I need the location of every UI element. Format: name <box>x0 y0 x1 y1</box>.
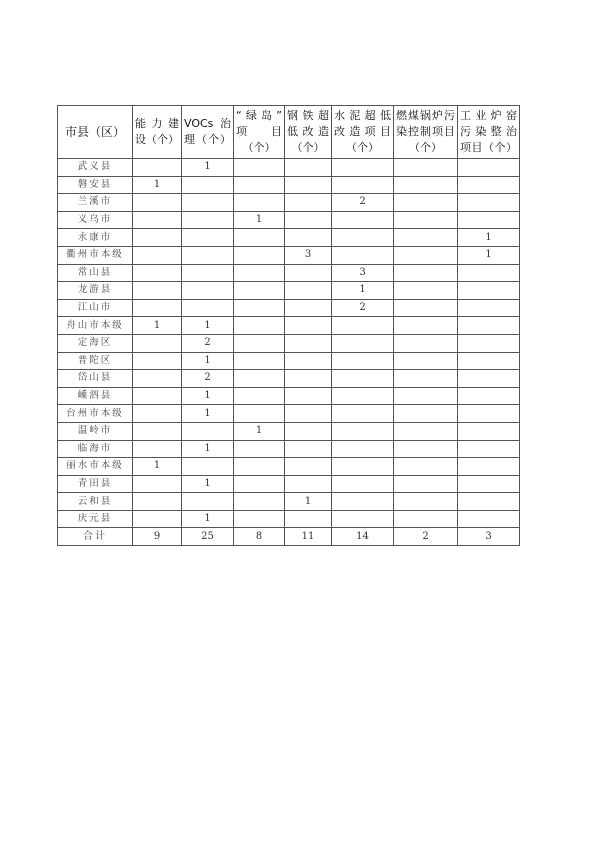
count-cell <box>394 211 458 229</box>
count-cell <box>133 211 182 229</box>
count-cell <box>394 317 458 335</box>
count-cell <box>285 317 332 335</box>
count-cell <box>285 422 332 440</box>
count-cell <box>458 334 520 352</box>
count-cell <box>332 370 394 388</box>
total-cell: 11 <box>285 528 332 546</box>
header-line: 能力建 <box>135 117 179 130</box>
count-cell: 1 <box>332 282 394 300</box>
count-cell <box>133 282 182 300</box>
column-header-4 <box>285 106 332 159</box>
count-cell <box>182 458 234 476</box>
count-cell <box>394 176 458 194</box>
count-cell <box>133 194 182 212</box>
count-cell <box>332 229 394 247</box>
count-cell <box>332 317 394 335</box>
count-cell <box>234 334 285 352</box>
region-name-cell: 庆元县 <box>58 510 133 528</box>
count-cell <box>458 194 520 212</box>
count-cell <box>332 211 394 229</box>
count-cell <box>133 334 182 352</box>
table-row <box>58 493 520 511</box>
count-cell: 1 <box>285 493 332 511</box>
count-cell: 1 <box>458 246 520 264</box>
count-cell <box>234 299 285 317</box>
header-line: “绿岛” <box>236 109 282 122</box>
header-row <box>58 106 520 159</box>
count-cell <box>394 352 458 370</box>
count-cell: 1 <box>182 352 234 370</box>
header-line: 项 目 <box>236 125 282 138</box>
count-cell <box>133 493 182 511</box>
count-cell <box>133 246 182 264</box>
count-cell <box>285 159 332 177</box>
count-cell <box>394 299 458 317</box>
count-cell <box>285 510 332 528</box>
count-cell <box>332 387 394 405</box>
count-cell <box>133 405 182 423</box>
count-cell <box>234 194 285 212</box>
count-cell <box>458 370 520 388</box>
count-cell <box>234 176 285 194</box>
region-name-cell: 温岭市 <box>58 422 133 440</box>
count-cell <box>394 264 458 282</box>
table-row <box>58 440 520 458</box>
header-line: （个） <box>291 141 325 154</box>
table-row <box>58 370 520 388</box>
project-statistics-table <box>57 105 520 546</box>
count-cell <box>332 159 394 177</box>
count-cell <box>285 194 332 212</box>
header-line: 钢铁超 <box>287 109 329 122</box>
count-cell <box>394 493 458 511</box>
count-cell <box>234 370 285 388</box>
count-cell: 1 <box>234 211 285 229</box>
table-row <box>58 299 520 317</box>
count-cell: 1 <box>182 405 234 423</box>
count-cell <box>234 405 285 423</box>
region-name-cell: 丽水市本级 <box>58 458 133 476</box>
header-line: 染控制项目 <box>396 125 455 138</box>
count-cell <box>394 282 458 300</box>
count-cell <box>394 334 458 352</box>
header-line: 污染整治 <box>460 125 517 138</box>
count-cell <box>458 264 520 282</box>
region-name-cell: 龙游县 <box>58 282 133 300</box>
count-cell <box>234 246 285 264</box>
header-line: VOCs 治 <box>184 117 231 130</box>
count-cell <box>285 458 332 476</box>
total-cell: 14 <box>332 528 394 546</box>
count-cell <box>394 194 458 212</box>
count-cell <box>394 370 458 388</box>
region-name-cell: 义乌市 <box>58 211 133 229</box>
table-row <box>58 405 520 423</box>
count-cell <box>394 422 458 440</box>
count-cell <box>182 282 234 300</box>
count-cell: 1 <box>182 387 234 405</box>
count-cell <box>332 334 394 352</box>
count-cell <box>234 159 285 177</box>
region-name-cell: 定海区 <box>58 334 133 352</box>
header-line: 低改造 <box>287 125 329 138</box>
total-cell: 25 <box>182 528 234 546</box>
count-cell <box>332 352 394 370</box>
count-cell <box>182 299 234 317</box>
count-cell <box>234 440 285 458</box>
header-line: （个） <box>242 141 276 154</box>
count-cell <box>458 211 520 229</box>
count-cell <box>332 405 394 423</box>
count-cell <box>332 246 394 264</box>
total-cell: 9 <box>133 528 182 546</box>
count-cell <box>332 176 394 194</box>
count-cell: 1 <box>182 159 234 177</box>
table-row <box>58 211 520 229</box>
count-cell <box>234 510 285 528</box>
count-cell <box>285 475 332 493</box>
count-cell <box>285 264 332 282</box>
count-cell <box>133 229 182 247</box>
count-cell <box>332 440 394 458</box>
count-cell <box>234 282 285 300</box>
count-cell <box>458 317 520 335</box>
count-cell <box>394 229 458 247</box>
count-cell <box>394 475 458 493</box>
count-cell <box>234 264 285 282</box>
count-cell <box>394 510 458 528</box>
header-line: 项目（个） <box>460 141 517 154</box>
count-cell <box>458 176 520 194</box>
region-name-cell: 江山市 <box>58 299 133 317</box>
header-line: 理（个） <box>184 133 231 146</box>
count-cell <box>394 405 458 423</box>
count-cell: 1 <box>182 317 234 335</box>
table-row <box>58 458 520 476</box>
column-header-5 <box>332 106 394 159</box>
count-cell <box>332 458 394 476</box>
count-cell <box>133 264 182 282</box>
table-row <box>58 387 520 405</box>
count-cell: 1 <box>234 422 285 440</box>
column-header-6 <box>394 106 458 159</box>
count-cell <box>458 405 520 423</box>
count-cell: 1 <box>182 440 234 458</box>
column-header-3 <box>234 106 285 159</box>
count-cell <box>394 458 458 476</box>
region-name-cell: 普陀区 <box>58 352 133 370</box>
count-cell <box>133 352 182 370</box>
header-line: （个） <box>409 141 442 154</box>
table-row <box>58 510 520 528</box>
count-cell <box>234 493 285 511</box>
region-name-cell: 临海市 <box>58 440 133 458</box>
count-cell: 2 <box>332 194 394 212</box>
table-row <box>58 194 520 212</box>
count-cell <box>182 264 234 282</box>
region-name-cell: 常山县 <box>58 264 133 282</box>
region-name-cell: 云和县 <box>58 493 133 511</box>
count-cell <box>234 458 285 476</box>
count-cell <box>285 229 332 247</box>
count-cell <box>285 405 332 423</box>
count-cell <box>332 510 394 528</box>
table-row <box>58 352 520 370</box>
region-name-cell: 舟山市本级 <box>58 317 133 335</box>
table-row <box>58 334 520 352</box>
count-cell <box>182 422 234 440</box>
count-cell <box>133 475 182 493</box>
count-cell <box>234 317 285 335</box>
header-line: 燃煤锅炉污 <box>396 109 455 122</box>
count-cell: 3 <box>332 264 394 282</box>
total-cell: 2 <box>394 528 458 546</box>
count-cell <box>285 440 332 458</box>
table-row <box>58 264 520 282</box>
count-cell <box>458 159 520 177</box>
table-row <box>58 176 520 194</box>
region-name-cell: 青田县 <box>58 475 133 493</box>
count-cell <box>285 387 332 405</box>
table-row <box>58 475 520 493</box>
total-row <box>58 528 520 546</box>
count-cell: 1 <box>182 475 234 493</box>
column-header-region <box>58 106 133 159</box>
table-row <box>58 317 520 335</box>
count-cell <box>285 282 332 300</box>
count-cell <box>458 458 520 476</box>
table-body <box>58 159 520 546</box>
count-cell <box>285 211 332 229</box>
count-cell <box>332 422 394 440</box>
count-cell <box>133 440 182 458</box>
count-cell <box>133 387 182 405</box>
count-cell: 2 <box>182 334 234 352</box>
table-row <box>58 159 520 177</box>
count-cell <box>458 282 520 300</box>
table-row <box>58 282 520 300</box>
count-cell <box>332 493 394 511</box>
table-row <box>58 246 520 264</box>
column-header-2 <box>182 106 234 159</box>
count-cell <box>234 475 285 493</box>
count-cell <box>182 176 234 194</box>
region-name-cell: 嵊泗县 <box>58 387 133 405</box>
count-cell: 2 <box>332 299 394 317</box>
count-cell: 1 <box>133 458 182 476</box>
region-name-cell: 衢州市本级 <box>58 246 133 264</box>
total-cell: 3 <box>458 528 520 546</box>
column-header-7 <box>458 106 520 159</box>
total-cell: 8 <box>234 528 285 546</box>
count-cell <box>458 493 520 511</box>
column-header-1 <box>133 106 182 159</box>
table-row <box>58 229 520 247</box>
count-cell <box>458 299 520 317</box>
count-cell <box>394 387 458 405</box>
count-cell <box>182 229 234 247</box>
count-cell <box>234 387 285 405</box>
count-cell <box>458 422 520 440</box>
count-cell <box>133 159 182 177</box>
count-cell <box>133 422 182 440</box>
count-cell <box>182 246 234 264</box>
count-cell <box>285 370 332 388</box>
count-cell: 1 <box>458 229 520 247</box>
count-cell <box>234 229 285 247</box>
count-cell <box>182 493 234 511</box>
count-cell <box>285 176 332 194</box>
header-line: 水泥超低 <box>334 109 391 122</box>
count-cell <box>332 475 394 493</box>
header-line: （个） <box>346 141 379 154</box>
region-name-cell: 武义县 <box>58 159 133 177</box>
count-cell <box>458 440 520 458</box>
count-cell: 2 <box>182 370 234 388</box>
header-line: 设（个） <box>135 133 179 146</box>
count-cell <box>458 352 520 370</box>
count-cell <box>285 352 332 370</box>
count-cell <box>394 159 458 177</box>
count-cell: 1 <box>133 317 182 335</box>
count-cell <box>394 440 458 458</box>
count-cell <box>394 246 458 264</box>
count-cell <box>133 370 182 388</box>
table-row <box>58 422 520 440</box>
count-cell <box>133 299 182 317</box>
region-name-cell: 永康市 <box>58 229 133 247</box>
count-cell <box>133 510 182 528</box>
count-cell <box>458 510 520 528</box>
count-cell <box>285 334 332 352</box>
count-cell: 1 <box>182 510 234 528</box>
count-cell <box>458 475 520 493</box>
header-line: 工业炉窑 <box>460 109 517 122</box>
region-name-cell: 台州市本级 <box>58 405 133 423</box>
region-name-cell: 岱山县 <box>58 370 133 388</box>
header-line: 改造项目 <box>334 125 391 138</box>
count-cell <box>182 211 234 229</box>
count-cell: 1 <box>133 176 182 194</box>
region-name-cell: 兰溪市 <box>58 194 133 212</box>
count-cell: 3 <box>285 246 332 264</box>
count-cell <box>285 299 332 317</box>
count-cell <box>234 352 285 370</box>
region-name-cell: 磐安县 <box>58 176 133 194</box>
count-cell <box>182 194 234 212</box>
header-line: 市县（区） <box>64 125 125 139</box>
total-label: 合计 <box>58 528 133 546</box>
count-cell <box>458 387 520 405</box>
